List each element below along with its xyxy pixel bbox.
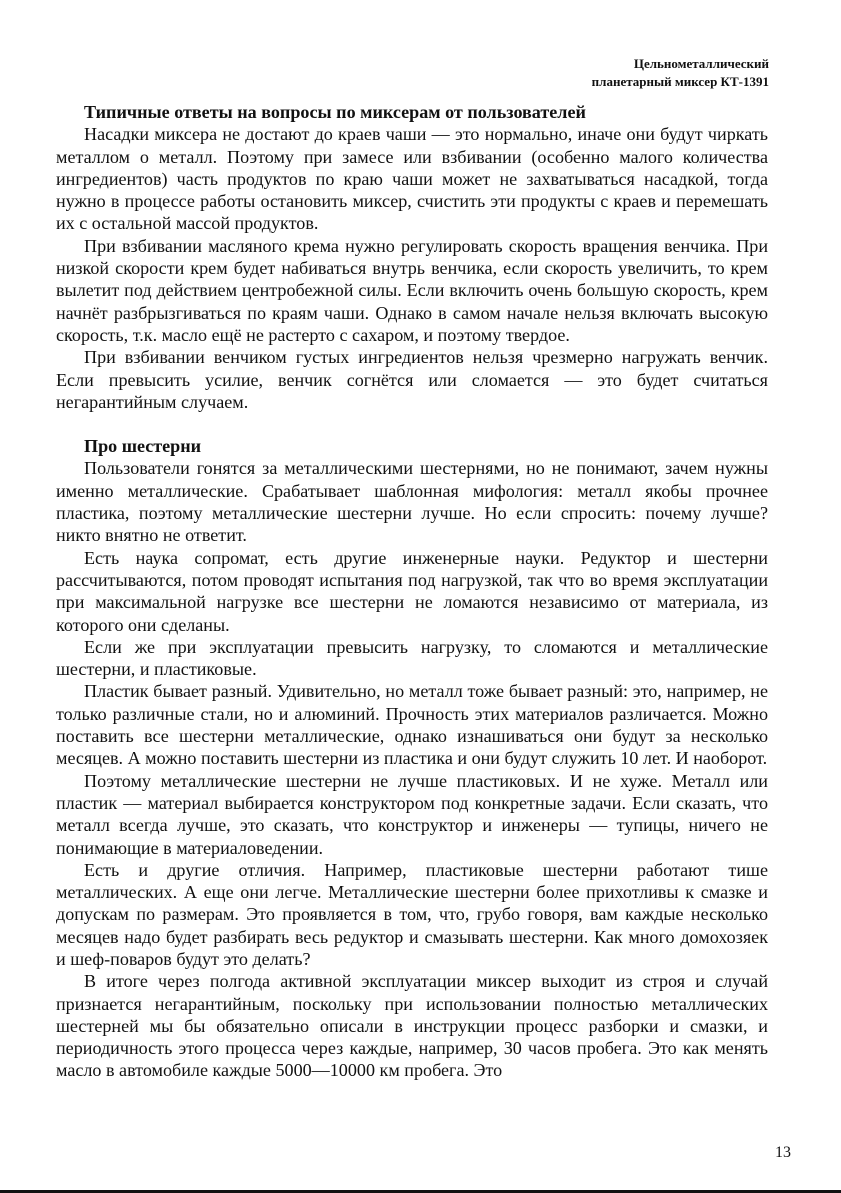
paragraph: Поэтому металлические шестерни не лучше пластиковых. И не хуже. Металл или пластик — материал выбирается конструктором под конкретные задачи. Если сказать, что металл всегда лучше, это сказать, что конструктор и инженеры — тупицы, ничего не понимающие в материаловедении. [56,770,768,858]
paragraph: При взбивании масляного крема нужно регулировать скорость вращения венчика. При низкой скорости крем будет набиваться внутрь венчика, если скорость увеличить, то крем вылетит под действием центробежной силы. Если включить очень большую скорость, крем начнёт разбрызгиваться по краям чаши. Однако в самом начале нельзя включать высокую скорость, т.к. масло ещё не растерто с сахаром, и поэтому твердое. [56,235,768,345]
paragraph: Насадки миксера не достают до краев чаши — это нормально, иначе они будут чиркать металлом о металл. Поэтому при замесе или взбивании (особенно малого количества ингредиентов) часть продуктов по краю чаши может не захватываться насадкой, тогда нужно в процессе работы остановить миксер, счистить эти продукты с краев и перемешать их с остальной массой продуктов. [56,124,768,234]
section-heading-user-answers: Типичные ответы на вопросы по миксерам от пользователей [84,102,586,122]
body-text [56,101,768,1082]
running-header [592,55,769,91]
paragraph: Если же при эксплуатации превысить нагрузку, то сломаются и металлические шестерни, и пластиковые. [56,636,768,680]
paragraph: Есть и другие отличия. Например, пластиковые шестерни работают тише металлических. А еще они легче. Металлические шестерни более прихотливы к смазке и допускам по размерам. Это проявляется в том, что, грубо говоря, вам каждые несколько месяцев надо будет разбирать весь редуктор и смазывать шестерни. Как много домохозяек и шеф-поваров будут это делать? [56,859,768,969]
paragraph: В итоге через полгода активной эксплуатации миксер выходит из строя и случай признается негарантийным, поскольку при использовании полностью металлических шестерней мы бы обязательно описали в инструкции процесс разборки и смазки, и периодичность этого процесса через каждые, например, 30 часов пробега. Это как менять масло в автомобиле каждые 5000—10000 км пробега. Это [56,971,768,1081]
page-number: 13 [775,1144,791,1161]
section-heading-gears: Про шестерни [84,436,202,457]
paragraph: Пользователи гонятся за металлическими шестернями, но не понимают, зачем нужны именно металлические. Срабатывает шаблонная мифология: металл якобы прочнее пластика, поэтому металлические шестерни лучше. Но если спросить: почему лучше? никто внятно не ответит. [56,458,768,546]
header-line-2: планетарный миксер КТ-1391 [591,74,769,89]
header-line-1: Цельнометаллический [633,56,769,71]
section-spacer [56,413,768,435]
paragraph: При взбивании венчиком густых ингредиентов нельзя чрезмерно нагружать венчик. Если превысить усилие, венчик согнётся или сломается — это будет считаться негарантийным случаем. [56,347,768,412]
paragraph: Пластик бывает разный. Удивительно, но металл тоже бывает разный: это, например, не только различные стали, но и алюминий. Прочность этих материалов различается. Можно поставить все шестерни металлические, однако изнашиваться они будут за несколько месяцев. А можно поставить шестерни из пластика и они будут служить 10 лет. И наоборот. [56,681,768,769]
paragraph: Есть наука сопромат, есть другие инженерные науки. Редуктор и шестерни рассчитываются, потом проводят испытания под нагрузкой, так что во время эксплуатации при максимальной нагрузке все шестерни не ломаются независимо от материала, из которого они сделаны. [56,547,768,635]
